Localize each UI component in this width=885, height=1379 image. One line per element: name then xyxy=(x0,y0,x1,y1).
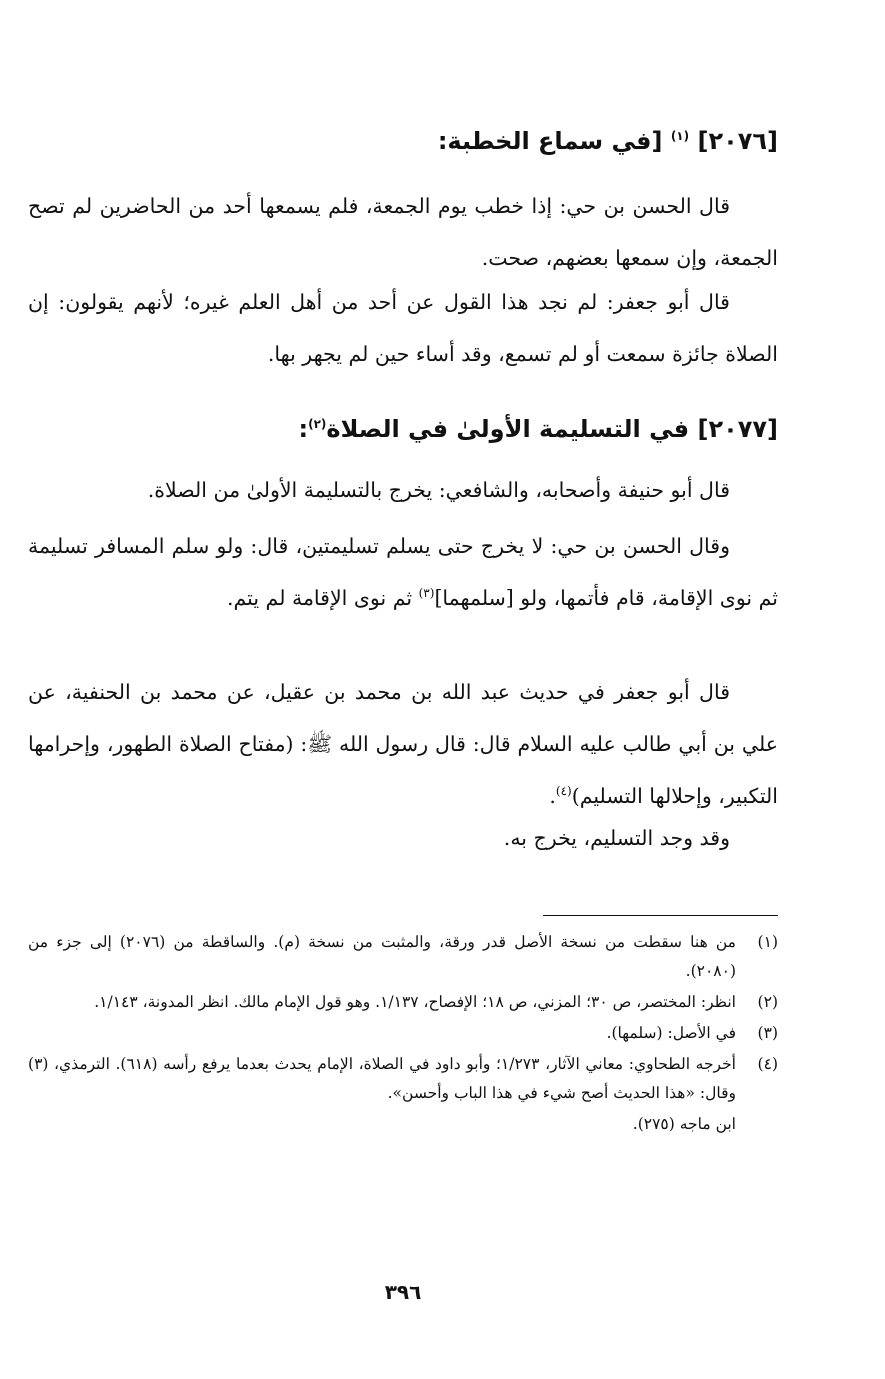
paragraph-text: . xyxy=(549,784,556,808)
paragraph-text: ثم نوى الإقامة لم يتم. xyxy=(226,586,419,610)
section-heading-2076 xyxy=(438,124,778,158)
footnote-ref[interactable]: (٣) xyxy=(418,586,435,601)
footnote-ref[interactable]: (٢) xyxy=(308,417,327,431)
paragraph: قال أبو حنيفة وأصحابه، والشافعي: يخرج بالتسليمة الأولىٰ من الصلاة. xyxy=(147,478,730,502)
footnote-text: أخرجه الطحاوي: معاني الآثار، ١/٢٧٣؛ وأبو داود في الصلاة، الإمام يحدث بعدما يرفع رأسه (٦١٨). الترمذي، (٣) وقال: «هذا الحديث أصح شيء في هذا الباب وأحسن». xyxy=(28,1055,736,1102)
paragraph: قال أبو جعفر: لم نجد هذا القول عن أحد من أهل العلم غيره؛ لأنهم يقولون: إن الصلاة جائزة سمعت أو لم تسمع، وقد أساء حين لم يجهر بها. xyxy=(28,290,778,366)
section-number: [٢٠٧٦] xyxy=(697,127,778,155)
paragraph-text: قال أبو جعفر في حديث عبد الله بن محمد بن عقيل، عن محمد بن الحنفية، عن علي بن أبي طالب عليه السلام قال: قال رسول الله ﷺ: (مفتاح الصلاة الطهور، وإحرامها التكبير، وإحلالها التسليم) xyxy=(28,680,778,808)
footnote-number: (١) xyxy=(757,933,778,951)
section-title: في التسليمة الأولىٰ في الصلاة xyxy=(326,415,690,443)
paragraph-text: وقال الحسن بن حي: لا يخرج حتى يسلم تسليمتين، قال: ولو سلم المسافر تسليمة ثم نوى الإقامة، قام فأتمها، ولو [سلمهما] xyxy=(28,534,778,610)
section-title: [في سماع الخطبة: xyxy=(437,127,663,155)
section-number: [٢٠٧٧] xyxy=(697,415,778,443)
footnote-continuation: ابن ماجه (٢٧٥). xyxy=(632,1115,736,1133)
footnote-text: انظر: المختصر، ص ٣٠؛ المزني، ص ١٨؛ الإفصاح، ١/١٣٧. وهو قول الإمام مالك. انظر المدونة، ١/١٤٣. xyxy=(94,993,736,1011)
footnote xyxy=(28,928,778,986)
footnote-number: (٢) xyxy=(757,993,778,1011)
footnote xyxy=(28,1050,778,1108)
footnote-number: (٤) xyxy=(757,1055,778,1073)
paragraph: وقد وجد التسليم، يخرج به. xyxy=(503,826,730,850)
footnote-text: في الأصل: (سلمها). xyxy=(606,1024,736,1042)
paragraph: قال الحسن بن حي: إذا خطب يوم الجمعة، فلم يسمعها أحد من الحاضرين لم تصح الجمعة، وإن سمعها بعضهم، صحت. xyxy=(28,194,778,270)
section-title-end: : xyxy=(298,415,309,443)
paragraph xyxy=(28,520,778,624)
footnote-ref[interactable]: (١) xyxy=(670,129,690,143)
paragraph xyxy=(28,666,778,822)
footnotes xyxy=(28,928,778,1139)
section-heading-2077 xyxy=(299,412,779,446)
footnote-ref[interactable]: (٤) xyxy=(555,784,572,799)
footnote-divider xyxy=(543,915,778,916)
book-page xyxy=(28,0,778,1379)
footnote xyxy=(28,988,778,1017)
footnote xyxy=(28,1019,778,1048)
page-number: ٣٩٦ xyxy=(384,1280,422,1304)
footnote-number: (٣) xyxy=(757,1024,778,1042)
footnote-text: من هنا سقطت من نسخة الأصل قدر ورقة، والمثبت من نسخة (م). والساقطة من (٢٠٧٦) إلى جزء من (٢٠٨٠). xyxy=(28,933,736,980)
